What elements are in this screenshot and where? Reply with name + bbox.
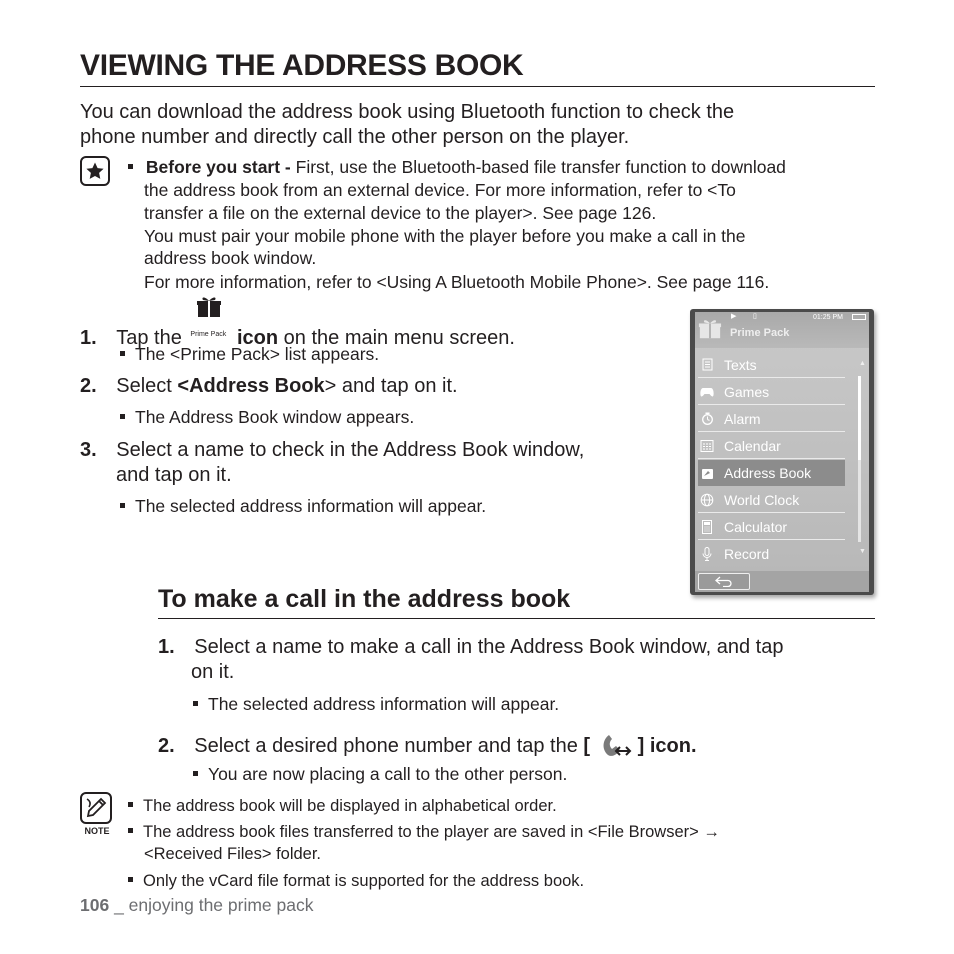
- before-start-line: For more information, refer to <Using A Bluetooth Mobile Phone>. See page 116.: [144, 272, 770, 292]
- before-start-line: the address book from an external device. For more information, refer to <To: [144, 180, 736, 200]
- step-number: 2.: [80, 375, 97, 397]
- menu-item-label: Calculator: [724, 518, 788, 535]
- step-number: 2.: [158, 735, 175, 757]
- step-text: Select a desired phone number and tap the: [194, 735, 584, 757]
- step-text: on it.: [191, 661, 235, 683]
- menu-item-alarm[interactable]: [698, 406, 845, 432]
- step-text: Tap the: [116, 327, 182, 349]
- address-book-icon: [700, 466, 714, 480]
- lock-icon: ▯: [753, 313, 757, 320]
- before-start-note: [128, 156, 786, 179]
- step-3: [80, 438, 584, 463]
- menu-item-label: Record: [724, 546, 770, 562]
- step-text: Select a name to check in the Address Book window,: [116, 439, 585, 461]
- bullet: [120, 503, 125, 508]
- bullet: [193, 701, 198, 706]
- note-item: [128, 821, 720, 843]
- note-label: NOTE: [84, 826, 110, 836]
- step-text: Select a name to make a call in the Address Book window, and tap: [194, 636, 784, 658]
- result-text: The Address Book window appears.: [135, 407, 415, 427]
- menu-item-record[interactable]: [698, 541, 845, 567]
- section-rule: [158, 618, 875, 619]
- page-title: VIEWING THE ADDRESS BOOK: [80, 49, 524, 82]
- record-icon: [700, 547, 714, 561]
- scrollbar[interactable]: [858, 376, 861, 542]
- title-rule: [80, 86, 875, 87]
- result-text: The <Prime Pack> list appears.: [135, 344, 380, 364]
- step-text: > and tap on it.: [324, 375, 458, 397]
- step-number: 3.: [80, 439, 97, 461]
- note-text: The address book files transferred to the player are saved in <File Browser> →: [143, 823, 720, 841]
- calendar-icon: [700, 439, 714, 453]
- device-header: Prime Pack: [730, 327, 790, 339]
- star-icon: [80, 156, 110, 186]
- call-step-1: [158, 635, 784, 660]
- menu-item-world-clock[interactable]: [698, 487, 845, 513]
- play-icon: ▶: [731, 313, 737, 320]
- bullet: [128, 877, 133, 882]
- menu-item-label: World Clock: [724, 491, 800, 508]
- texts-icon: [700, 358, 714, 372]
- call-step-1-result: [193, 694, 559, 715]
- scrollbar-thumb[interactable]: [858, 376, 861, 460]
- scroll-down-icon[interactable]: ▼: [859, 548, 866, 555]
- step-2: [80, 374, 458, 399]
- bracket-open: [: [583, 735, 591, 757]
- call-step-2-result: [193, 764, 567, 785]
- result-text: You are now placing a call to the other person.: [208, 764, 568, 784]
- menu-item-games[interactable]: [698, 379, 845, 405]
- scroll-up-icon[interactable]: ▲: [859, 360, 866, 367]
- bullet: [120, 351, 125, 356]
- bullet: [128, 828, 133, 833]
- prime-pack-icon: [190, 312, 228, 348]
- result-text: The selected address information will appear.: [135, 496, 487, 516]
- step-2-result: [120, 407, 414, 428]
- result-text: The selected address information will appear.: [208, 694, 560, 714]
- note-text: The address book will be displayed in alphabetical order.: [143, 797, 557, 815]
- bullet: [128, 164, 133, 169]
- device-time: 01:25 PM: [813, 314, 843, 321]
- menu-item-calculator[interactable]: [698, 514, 845, 540]
- step-text: on the main menu screen.: [278, 327, 515, 349]
- menu-item-label: Alarm: [724, 410, 761, 427]
- menu-item-address-book[interactable]: [698, 460, 845, 486]
- prime-pack-icon: [698, 318, 722, 340]
- menu-item-label: Games: [724, 383, 770, 400]
- device-screen: [695, 312, 869, 592]
- step-number: 1.: [158, 636, 175, 658]
- step-text: Select: [116, 375, 178, 397]
- before-start-line: transfer a file on the external device to the player>. See page 126.: [144, 203, 657, 223]
- footer-text: _ enjoying the prime pack: [109, 895, 314, 915]
- section-title: To make a call in the address book: [158, 585, 571, 613]
- intro-paragraph: [80, 100, 880, 150]
- note-text: Only the vCard file format is supported for the address book.: [143, 872, 585, 890]
- bullet: [128, 802, 133, 807]
- menu-item-texts[interactable]: [698, 352, 845, 378]
- menu-item-label: Calendar: [724, 437, 781, 454]
- call-step-2: [158, 731, 697, 759]
- note-text: <Received Files> folder.: [144, 845, 322, 863]
- page-footer: [80, 895, 314, 916]
- intro-line: phone number and directly call the other person on the player.: [80, 126, 630, 148]
- alarm-icon: [700, 412, 714, 426]
- device-status-bar: [695, 312, 869, 348]
- note-icon: [80, 792, 112, 824]
- bullet: [120, 414, 125, 419]
- before-start-label: Before you start -: [145, 157, 291, 177]
- phone-call-icon: [598, 731, 636, 759]
- battery-icon: [852, 314, 866, 320]
- before-start-text: First, use the Bluetooth-based file transfer function to download: [290, 157, 786, 177]
- calculator-icon: [700, 520, 714, 534]
- step-bold: icon: [236, 327, 279, 349]
- note-item: [128, 870, 584, 892]
- before-start-line: address book window.: [144, 248, 317, 268]
- bullet: [193, 771, 198, 776]
- step-3-result: [120, 496, 486, 517]
- device-bottom-bar: [695, 571, 869, 592]
- intro-line: You can download the address book using Bluetooth function to check the: [80, 101, 735, 123]
- step-text: and tap on it.: [116, 464, 232, 486]
- note-item: [128, 795, 557, 817]
- back-button[interactable]: [698, 573, 750, 590]
- menu-item-label: Texts: [724, 356, 757, 373]
- games-icon: [700, 385, 714, 399]
- menu-item-calendar[interactable]: [698, 433, 845, 459]
- menu-item-label: Address Book: [724, 465, 812, 481]
- back-icon: [714, 576, 734, 587]
- prime-pack-icon-label: Prime Pack: [190, 331, 227, 338]
- step-number: 1.: [80, 327, 97, 349]
- before-start-line: You must pair your mobile phone with the player before you make a call in the: [144, 226, 746, 246]
- step-bold: <Address Book: [177, 375, 325, 397]
- step-1-result: [120, 344, 379, 365]
- page-number: 106: [80, 895, 110, 915]
- bracket-close: ] icon.: [637, 735, 697, 757]
- world-clock-icon: [700, 493, 714, 507]
